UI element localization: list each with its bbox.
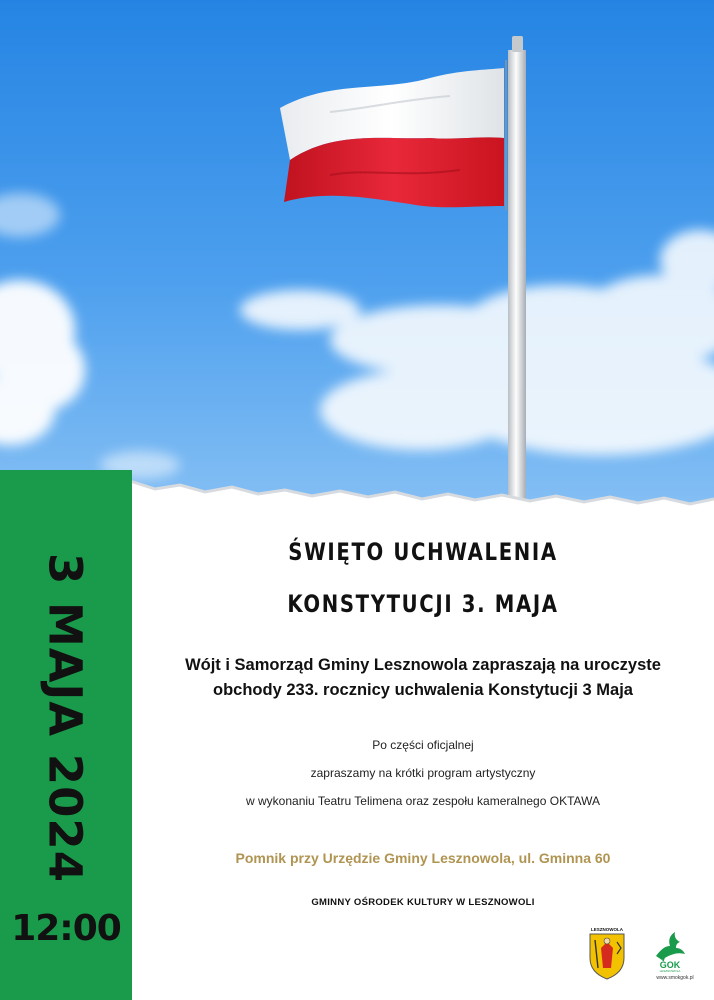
- gok-url: www.smokgok.pl: [656, 975, 694, 981]
- crest-label: LESZNOWOLA: [591, 927, 623, 932]
- flag-pole: [508, 50, 526, 515]
- event-time: 12:00: [11, 908, 121, 949]
- intro-line-1: Wójt i Samorząd Gminy Lesznowola zapraszają na uroczyste: [185, 656, 661, 674]
- gok-bird-logo-icon: [652, 930, 688, 962]
- event-location: Pomnik przy Urzędzie Gminy Lesznowola, ul. Gminna 60: [235, 850, 611, 866]
- event-date: 3 MAJA 2024: [38, 552, 92, 884]
- body-line-3: w wykonaniu Teatru Telimena oraz zespołu kameralnego OKTAWA: [246, 794, 600, 808]
- body-line-1: Po części oficjalnej: [372, 738, 474, 752]
- lesznowola-crest-icon: [587, 928, 627, 980]
- title-line-2: KONSTYTUCJI 3. MAJA: [287, 590, 559, 618]
- gok-name: GOK: [659, 960, 681, 970]
- body-line-2: zapraszamy na krótki program artystyczny: [310, 766, 536, 780]
- title-line-1: ŚWIĘTO UCHWALENIA: [288, 538, 558, 566]
- intro-line-2: obchody 233. rocznicy uchwalenia Konstytucji 3 Maja: [213, 681, 633, 699]
- organizer-name: GMINNY OŚRODEK KULTURY W LESZNOWOLI: [311, 897, 535, 908]
- gok-subtitle: LESZNOWOLA: [659, 969, 681, 973]
